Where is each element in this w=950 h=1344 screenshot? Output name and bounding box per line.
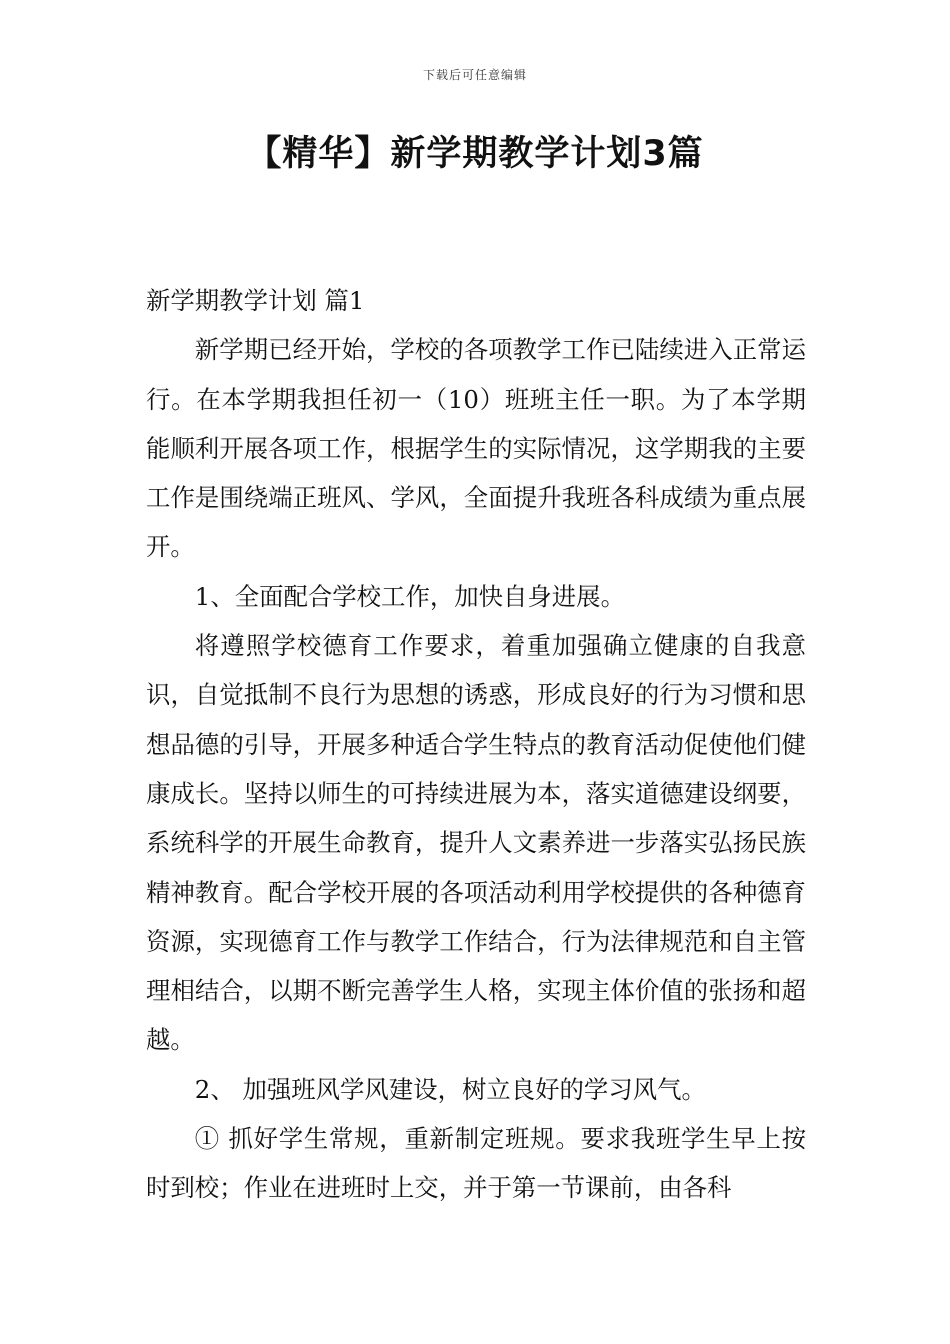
document-body — [146, 276, 806, 1213]
section-heading: 新学期教学计划 篇1 — [146, 286, 365, 315]
paragraph-item-2-sub-1: ① 抓好学生常规，重新制定班规。要求我班学生早上按时到校；作业在进班时上交，并于第一节课前，由各科 — [146, 1124, 806, 1203]
paragraph-item-1-body: 将遵照学校德育工作要求，着重加强确立健康的自我意识，自觉抵制不良行为思想的诱惑，形成良好的行为习惯和思想品德的引导，开展多种适合学生特点的教育活动促使他们健康成长。坚持以师生的可持续进展为本，落实道德建设纲要，系统科学的开展生命教育，提升人文素养进一步落实弘扬民族精神教育。配合学校开展的各项活动利用学校提供的各种德育资源，实现德育工作与教学工作结合，行为法律规范和自主管理相结合，以期不断完善学生人格，实现主体价值的张扬和超越。 — [146, 631, 806, 1055]
paragraph-item-2-heading: 2、 加强班风学风建设，树立良好的学习风气。 — [194, 1074, 706, 1104]
document-title: 【精华】新学期教学计划3篇 — [246, 134, 704, 174]
paragraph-item-1-heading: 1、全面配合学校工作，加快自身进展。 — [194, 581, 625, 611]
header-note: 下载后可任意编辑 — [422, 68, 527, 82]
paragraph-intro: 新学期已经开始，学校的各项教学工作已陆续进入正常运行。在本学期我担任初一（10）班班主任一职。为了本学期能顺利开展各项工作，根据学生的实际情况，这学期我的主要工作是围绕端正班风、学风，全面提升我班各科成绩为重点展开。 — [146, 335, 806, 562]
